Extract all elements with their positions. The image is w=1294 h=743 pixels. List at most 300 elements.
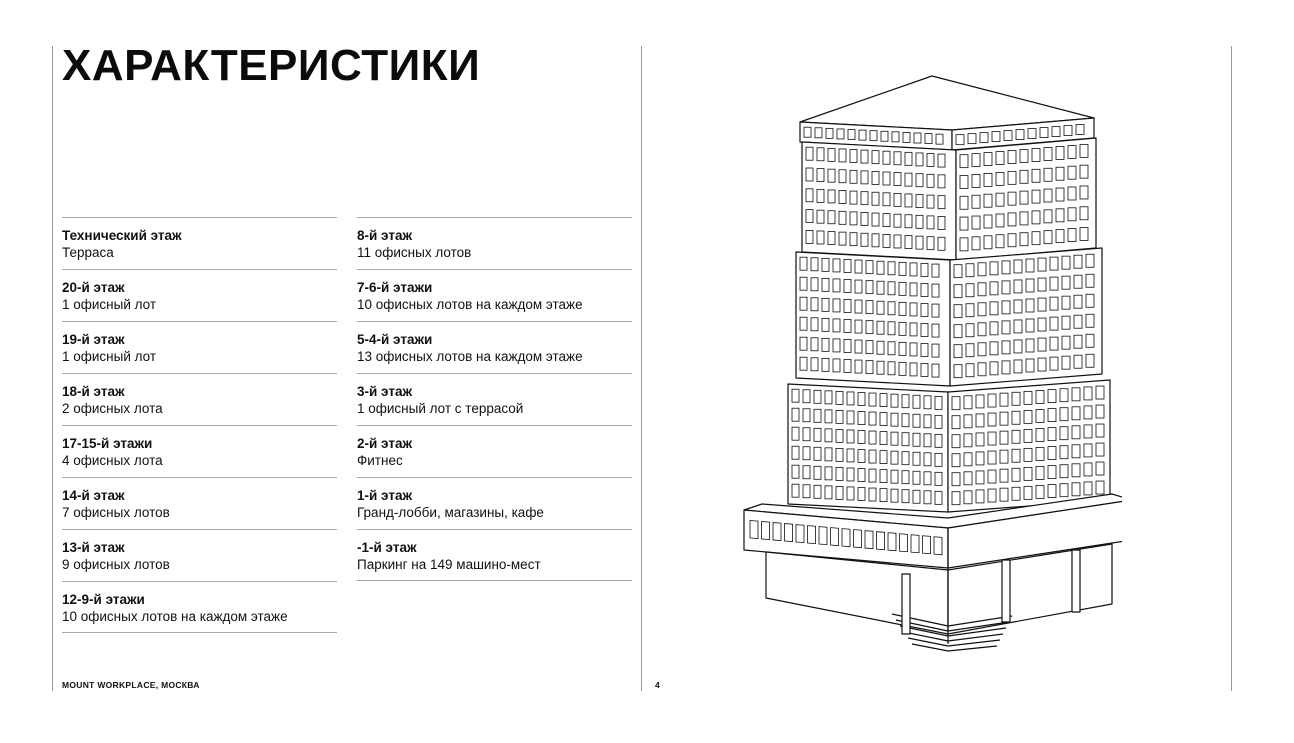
window-pane <box>913 490 920 503</box>
window-pane <box>815 128 822 138</box>
window-pane <box>888 302 895 315</box>
window-pane <box>1056 230 1064 243</box>
window-pane <box>847 430 854 443</box>
window-pane <box>954 265 962 278</box>
window-pane <box>817 169 824 182</box>
window-pane <box>1048 447 1056 460</box>
window-pane <box>936 134 943 144</box>
window-pane <box>1060 408 1068 421</box>
window-pane <box>902 433 909 446</box>
window-pane <box>872 171 879 184</box>
window-pane <box>954 345 962 358</box>
floor-label: 1-й этаж <box>357 488 413 503</box>
window-pane <box>978 283 986 296</box>
window-pane <box>1068 187 1076 200</box>
window-pane <box>902 414 909 427</box>
window-pane <box>972 154 980 167</box>
window-pane <box>872 234 879 247</box>
podium-window <box>934 537 942 555</box>
window-pane <box>800 277 807 290</box>
window-pane <box>888 342 895 355</box>
window-pane <box>833 339 840 352</box>
window-pane <box>858 431 865 444</box>
floor-description: 13 офисных лотов на каждом этаже <box>357 349 583 364</box>
window-pane <box>1080 144 1088 157</box>
window-pane <box>883 193 890 206</box>
window-pane <box>972 195 980 208</box>
window-pane <box>1014 260 1022 273</box>
window-pane <box>811 298 818 311</box>
floor-description: 4 офисных лота <box>62 453 163 468</box>
floor-row <box>357 321 632 373</box>
window-pane <box>1002 361 1010 374</box>
window-pane <box>1096 443 1104 456</box>
window-pane <box>964 453 972 466</box>
window-pane <box>988 432 996 445</box>
window-pane <box>1024 410 1032 423</box>
window-pane <box>976 433 984 446</box>
page-title: ХАРАКТЕРИСТИКИ <box>62 41 481 90</box>
window-pane <box>1068 229 1076 242</box>
window-pane <box>916 195 923 208</box>
window-pane <box>935 434 942 447</box>
floor-label: 7-6-й этажи <box>357 280 433 295</box>
window-pane <box>855 280 862 293</box>
window-pane <box>910 323 917 336</box>
floor-label: 20-й этаж <box>62 280 125 295</box>
window-pane <box>1048 485 1056 498</box>
window-pane <box>916 215 923 228</box>
window-pane <box>825 448 832 461</box>
window-pane <box>990 262 998 275</box>
window-pane <box>899 362 906 375</box>
left-margin-line <box>52 46 53 691</box>
window-pane <box>1000 412 1008 425</box>
window-pane <box>921 343 928 356</box>
window-pane <box>954 305 962 318</box>
floor-row <box>357 425 632 477</box>
window-pane <box>899 302 906 315</box>
window-pane <box>996 172 1004 185</box>
floor-description: 9 офисных лотов <box>62 557 170 572</box>
window-pane <box>935 491 942 504</box>
window-pane <box>921 283 928 296</box>
window-pane <box>960 155 968 168</box>
window-pane <box>855 360 862 373</box>
window-pane <box>891 413 898 426</box>
window-pane <box>899 262 906 275</box>
window-pane <box>1060 427 1068 440</box>
window-pane <box>1072 445 1080 458</box>
window-pane <box>1056 188 1064 201</box>
window-pane <box>806 230 813 243</box>
window-pane <box>1000 469 1008 482</box>
window-pane <box>1020 191 1028 204</box>
window-pane <box>952 435 960 448</box>
podium-window <box>911 535 919 553</box>
window-pane <box>1038 278 1046 291</box>
window-pane <box>988 470 996 483</box>
window-pane <box>905 173 912 186</box>
window-pane <box>883 151 890 164</box>
window-pane <box>825 467 832 480</box>
window-pane <box>1084 444 1092 457</box>
window-pane <box>988 451 996 464</box>
window-pane <box>806 210 813 223</box>
window-pane <box>844 359 851 372</box>
window-pane <box>1080 228 1088 241</box>
support-column <box>1002 560 1010 622</box>
window-pane <box>1036 428 1044 441</box>
window-pane <box>1014 340 1022 353</box>
window-pane <box>891 451 898 464</box>
window-pane <box>910 263 917 276</box>
window-pane <box>1020 150 1028 163</box>
window-pane <box>811 338 818 351</box>
window-pane <box>921 303 928 316</box>
window-pane <box>960 196 968 209</box>
window-pane <box>858 469 865 482</box>
window-pane <box>888 262 895 275</box>
window-pane <box>1084 463 1092 476</box>
window-pane <box>803 485 810 498</box>
window-pane <box>1012 392 1020 405</box>
window-pane <box>935 472 942 485</box>
window-pane <box>850 212 857 225</box>
window-pane <box>825 486 832 499</box>
window-pane <box>938 196 945 209</box>
window-pane <box>1048 390 1056 403</box>
window-pane <box>1008 213 1016 226</box>
building-illustration <box>742 74 1122 654</box>
window-pane <box>1086 314 1094 327</box>
window-pane <box>1074 315 1082 328</box>
window-pane <box>905 236 912 249</box>
support-column <box>1072 550 1080 612</box>
window-pane <box>978 303 986 316</box>
window-pane <box>902 471 909 484</box>
window-pane <box>847 392 854 405</box>
window-pane <box>1096 462 1104 475</box>
window-pane <box>921 263 928 276</box>
window-pane <box>1072 426 1080 439</box>
podium-window <box>750 521 758 539</box>
window-pane <box>800 357 807 370</box>
floor-label: 2-й этаж <box>357 436 413 451</box>
window-pane <box>921 323 928 336</box>
window-pane <box>839 149 846 162</box>
window-pane <box>932 364 939 377</box>
window-pane <box>850 170 857 183</box>
window-pane <box>1024 486 1032 499</box>
window-pane <box>984 194 992 207</box>
window-pane <box>1014 360 1022 373</box>
window-pane <box>996 214 1004 227</box>
window-pane <box>1068 208 1076 221</box>
window-pane <box>847 487 854 500</box>
window-pane <box>866 321 873 334</box>
window-pane <box>1032 232 1040 245</box>
window-pane <box>988 413 996 426</box>
window-pane <box>800 297 807 310</box>
window-pane <box>978 363 986 376</box>
window-pane <box>1000 431 1008 444</box>
window-pane <box>872 151 879 164</box>
window-pane <box>1074 275 1082 288</box>
window-pane <box>891 489 898 502</box>
window-pane <box>869 431 876 444</box>
window-pane <box>891 432 898 445</box>
window-pane <box>826 128 833 138</box>
window-pane <box>861 233 868 246</box>
window-pane <box>1086 334 1094 347</box>
window-pane <box>836 448 843 461</box>
window-pane <box>916 174 923 187</box>
window-pane <box>1014 300 1022 313</box>
window-pane <box>990 322 998 335</box>
window-pane <box>881 131 888 141</box>
window-pane <box>932 324 939 337</box>
window-pane <box>1026 299 1034 312</box>
window-pane <box>1002 341 1010 354</box>
floor-label: 5-4-й этажи <box>357 332 433 347</box>
window-pane <box>935 396 942 409</box>
floor-row <box>357 373 632 425</box>
window-pane <box>848 130 855 140</box>
window-pane <box>1096 481 1104 494</box>
window-pane <box>1080 207 1088 220</box>
window-pane <box>978 343 986 356</box>
podium-window <box>773 523 781 541</box>
podium-window <box>888 533 896 551</box>
window-pane <box>1060 446 1068 459</box>
window-pane <box>1080 165 1088 178</box>
podium-window <box>854 530 862 548</box>
window-pane <box>960 217 968 230</box>
window-pane <box>1044 210 1052 223</box>
window-pane <box>1050 357 1058 370</box>
window-pane <box>916 153 923 166</box>
window-pane <box>1008 151 1016 164</box>
window-pane <box>1036 447 1044 460</box>
window-pane <box>1036 390 1044 403</box>
window-pane <box>800 257 807 270</box>
window-pane <box>913 471 920 484</box>
window-pane <box>828 190 835 203</box>
window-pane <box>913 433 920 446</box>
window-pane <box>811 258 818 271</box>
window-pane <box>984 173 992 186</box>
window-pane <box>938 175 945 188</box>
window-pane <box>966 284 974 297</box>
window-pane <box>836 486 843 499</box>
window-pane <box>804 127 811 137</box>
window-pane <box>990 342 998 355</box>
window-pane <box>806 189 813 202</box>
window-pane <box>1072 483 1080 496</box>
window-pane <box>990 302 998 315</box>
floor-description: Фитнес <box>357 453 403 468</box>
window-pane <box>822 358 829 371</box>
window-pane <box>836 410 843 423</box>
window-pane <box>1004 131 1012 141</box>
window-pane <box>978 323 986 336</box>
floor-row <box>62 581 337 633</box>
window-pane <box>966 364 974 377</box>
window-pane <box>869 488 876 501</box>
right-margin-line <box>1231 46 1232 691</box>
floor-description: 1 офисный лот <box>62 297 157 312</box>
window-pane <box>844 339 851 352</box>
window-pane <box>1008 192 1016 205</box>
floor-row <box>357 477 632 529</box>
window-pane <box>913 395 920 408</box>
window-pane <box>1050 317 1058 330</box>
window-pane <box>1084 482 1092 495</box>
floor-description: 2 офисных лота <box>62 401 163 416</box>
window-pane <box>927 237 934 250</box>
window-pane <box>806 168 813 181</box>
window-pane <box>869 450 876 463</box>
window-pane <box>855 340 862 353</box>
window-pane <box>894 173 901 186</box>
window-pane <box>872 192 879 205</box>
window-pane <box>894 152 901 165</box>
window-pane <box>913 452 920 465</box>
window-pane <box>814 409 821 422</box>
window-pane <box>828 232 835 245</box>
window-pane <box>800 337 807 350</box>
window-pane <box>869 412 876 425</box>
window-pane <box>1000 393 1008 406</box>
window-pane <box>1050 337 1058 350</box>
window-pane <box>972 216 980 229</box>
window-pane <box>972 174 980 187</box>
window-pane <box>984 236 992 249</box>
window-pane <box>976 471 984 484</box>
window-pane <box>1014 320 1022 333</box>
window-pane <box>1050 277 1058 290</box>
window-pane <box>817 148 824 161</box>
window-pane <box>822 298 829 311</box>
window-pane <box>1044 189 1052 202</box>
floor-description: 10 офисных лотов на каждом этаже <box>357 297 583 312</box>
window-pane <box>817 189 824 202</box>
window-pane <box>924 472 931 485</box>
window-pane <box>866 261 873 274</box>
floor-row <box>357 269 632 321</box>
window-pane <box>822 338 829 351</box>
window-pane <box>1062 296 1070 309</box>
window-pane <box>956 135 964 145</box>
window-pane <box>828 169 835 182</box>
window-pane <box>1052 127 1060 137</box>
floor-row <box>62 321 337 373</box>
window-pane <box>844 319 851 332</box>
window-pane <box>899 282 906 295</box>
window-pane <box>1036 466 1044 479</box>
window-pane <box>966 304 974 317</box>
window-pane <box>861 192 868 205</box>
window-pane <box>952 416 960 429</box>
window-pane <box>1086 354 1094 367</box>
window-pane <box>1068 145 1076 158</box>
window-pane <box>927 216 934 229</box>
window-pane <box>1060 465 1068 478</box>
window-pane <box>861 150 868 163</box>
window-pane <box>1008 171 1016 184</box>
window-pane <box>1038 318 1046 331</box>
window-pane <box>839 232 846 245</box>
window-pane <box>866 281 873 294</box>
floor-label: 14-й этаж <box>62 488 125 503</box>
window-pane <box>952 492 960 505</box>
window-pane <box>883 214 890 227</box>
window-pane <box>1020 212 1028 225</box>
window-pane <box>954 285 962 298</box>
window-pane <box>1038 258 1046 271</box>
window-pane <box>1002 261 1010 274</box>
floor-label: -1-й этаж <box>357 540 417 555</box>
window-pane <box>833 279 840 292</box>
window-pane <box>855 320 862 333</box>
window-pane <box>822 318 829 331</box>
window-pane <box>905 152 912 165</box>
window-pane <box>844 279 851 292</box>
support-column <box>902 574 910 634</box>
window-pane <box>858 393 865 406</box>
window-pane <box>932 344 939 357</box>
window-pane <box>1026 319 1034 332</box>
window-pane <box>847 449 854 462</box>
window-pane <box>1044 231 1052 244</box>
window-pane <box>925 134 932 144</box>
podium-window <box>923 536 931 554</box>
window-pane <box>924 396 931 409</box>
window-pane <box>833 259 840 272</box>
window-pane <box>822 258 829 271</box>
window-pane <box>910 343 917 356</box>
floor-label: 13-й этаж <box>62 540 125 555</box>
window-pane <box>1012 449 1020 462</box>
window-pane <box>894 193 901 206</box>
floor-row <box>62 373 337 425</box>
podium-window <box>808 526 816 544</box>
window-pane <box>811 358 818 371</box>
window-pane <box>968 134 976 144</box>
window-pane <box>894 214 901 227</box>
floor-description: Гранд-лобби, магазины, кафе <box>357 505 544 520</box>
window-pane <box>891 394 898 407</box>
window-pane <box>914 133 921 143</box>
window-pane <box>927 174 934 187</box>
window-pane <box>792 427 799 440</box>
window-pane <box>880 413 887 426</box>
window-pane <box>980 133 988 143</box>
window-pane <box>866 301 873 314</box>
floor-description: 10 офисных лотов на каждом этаже <box>62 609 288 624</box>
entrance-step <box>948 640 1000 646</box>
window-pane <box>837 129 844 139</box>
window-pane <box>803 447 810 460</box>
podium-window <box>819 527 827 545</box>
window-pane <box>1084 425 1092 438</box>
window-pane <box>1002 281 1010 294</box>
window-pane <box>1024 429 1032 442</box>
window-pane <box>988 489 996 502</box>
window-pane <box>792 484 799 497</box>
window-pane <box>1032 211 1040 224</box>
